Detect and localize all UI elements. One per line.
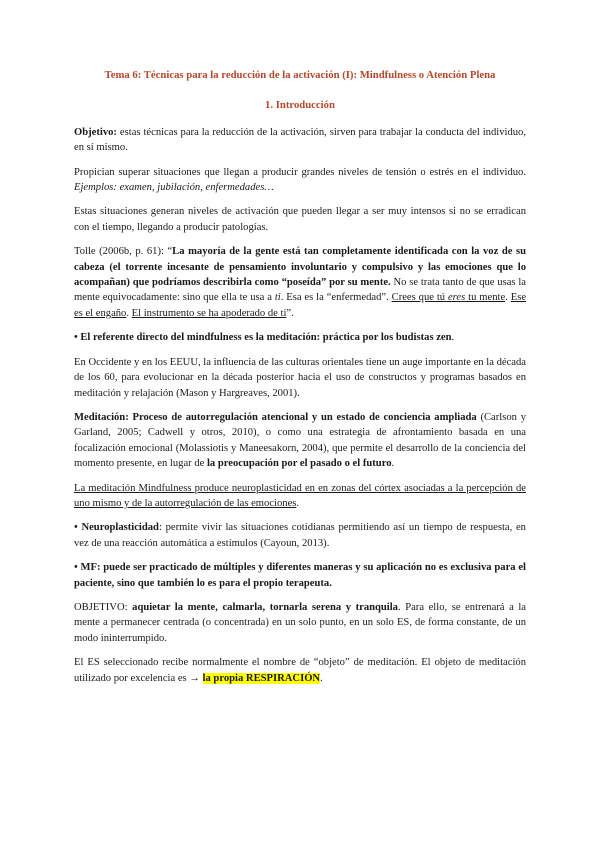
- objetivo2-label: OBJETIVO: [74, 601, 125, 613]
- objetivo-label: Objetivo:: [74, 126, 117, 138]
- quote-text-1: No se trata tanto de que usas la mente equivocadamente: sino que ella te usa a: [74, 277, 526, 304]
- paragraph-tolle-quote: [74, 244, 526, 321]
- quote-bold: La mayoría de la gente está tan completamente identificada con la voz de su cabeza (el torrente incesante de pensamiento involuntario y compulsivo y las emociones que lo acompañan) que podríamos describirla como “poseída” por su mente.: [74, 246, 526, 289]
- quote-text-2: . Esa es la “enfermedad”.: [280, 292, 392, 304]
- paragraph-activacion: [74, 204, 526, 235]
- neuroplasticidad-underlined: La meditación Mindfulness produce neuroplasticidad en en zonas del córtex asociadas a la percepción de uno mismo y de la autorregulación de las emociones: [74, 482, 526, 509]
- respiracion-highlight: la propia RESPIRACIÓN: [202, 672, 321, 684]
- objetivo2-colon: :: [124, 601, 133, 613]
- page-title: Tema 6: Técnicas para la reducción de la activación (I): Mindfulness o Atención Plena: [104, 69, 496, 81]
- paragraph-neuroplasticidad: [74, 520, 526, 551]
- quote-u1-end: tu mente: [465, 292, 506, 304]
- objetivo2-bold: aquietar la mente, calmarla, tornarla serena y tranquila: [132, 601, 398, 613]
- referente-end: .: [451, 332, 455, 344]
- activacion-text: Estas situaciones generan niveles de activación que pueden llegar a ser muy intensos si no se erradican con el tiempo, llegando a producir patologías.: [74, 206, 526, 233]
- paragraph-neuroplasticidad-intro: [74, 481, 526, 512]
- objetivo-text: estas técnicas para la reducción de la activación, sirven para trabajar la conducta del individuo, en sí mismo.: [74, 126, 526, 154]
- occidente-text: En Occidente y en los EEUU, la influencia de las culturas orientales tiene un auge importante en la década de los 60, para evolucionar en la década posterior hacia el uso de constructos y programas basados en meditación y relajación (Mason y Hargreaves, 2001).: [74, 356, 526, 399]
- quote-u1-italic: eres: [447, 292, 466, 304]
- meditacion-definition: Meditación: Proceso de autorregulación atencional y un estado de conciencia ampliada: [74, 411, 477, 423]
- paragraph-objetivo: [74, 125, 526, 156]
- meditacion-bold-end: la preocupación por el pasado o el futuro: [206, 458, 392, 470]
- meditacion-end: .: [391, 458, 395, 470]
- situaciones-text: Propician superar situaciones que llegan a producir grandes niveles de tensión o estrés en el individuo.: [74, 166, 526, 178]
- quote-text-4: .: [126, 307, 132, 319]
- neuroplasticidad-end: .: [296, 497, 300, 509]
- mf-bold: • MF: puede ser practicado de múltiples y diferentes maneras y su aplicación no es exclusiva para el paciente, sino que también lo es para el propio terapeuta.: [74, 562, 526, 589]
- quote-underline-1: [392, 292, 506, 303]
- quote-text-3: .: [505, 292, 511, 304]
- meditacion-text: (Carlson y Garland, 2005; Cadwell y otros, 2010), o como una estrategia de afrontamiento basada en una focalización emocional (Molassiotis y Maneesakorn, 2004), que permite el desarrollo de la conciencia del momento presente, en lugar de: [74, 411, 527, 470]
- referente-bold: • El referente directo del mindfulness es la meditación: práctica por los budistas zen: [74, 332, 452, 344]
- paragraph-referente: [74, 330, 526, 345]
- quote-citation: Tolle (2006b, p. 61): “: [74, 246, 173, 258]
- paragraph-objetivo-2: [74, 600, 526, 646]
- paragraph-situaciones: [74, 165, 526, 196]
- quote-underline-3: El instrumento se ha apoderado de ti: [131, 307, 287, 319]
- examples-text: Ejemplos: examen, jubilación, enfermedades…: [74, 182, 274, 194]
- section-heading: 1. Introducción: [265, 99, 335, 112]
- neuroplasticidad-text: : permite vivir las situaciones cotidianas permitiendo así un tiempo de respuesta, en vez de una reacción automática a estímulos (Cayoun, 2013).: [74, 522, 526, 549]
- neuroplasticidad-label: • Neuroplasticidad: [74, 522, 159, 534]
- respiracion-end: .: [320, 672, 323, 684]
- paragraph-respiracion: [74, 655, 526, 686]
- objetivo2-text: . Para ello, se entrenará a la mente a permanecer centrada (o concentrada) en un solo punto, en un solo ES, de forma constante, de un modo ininterrumpido.: [74, 601, 526, 644]
- paragraph-meditacion: [74, 410, 526, 472]
- quote-end: ”.: [286, 307, 294, 319]
- quote-ti: ti: [274, 292, 281, 304]
- quote-underline-2: Ese es el engaño: [74, 292, 527, 319]
- paragraph-mf: [74, 560, 526, 591]
- quote-u1: Crees que tú: [391, 292, 448, 304]
- paragraph-occidente: [74, 355, 526, 401]
- respiracion-text: El ES seleccionado recibe normalmente el nombre de “objeto” de meditación. El objeto de meditación utilizado por excelencia es →: [74, 657, 526, 684]
